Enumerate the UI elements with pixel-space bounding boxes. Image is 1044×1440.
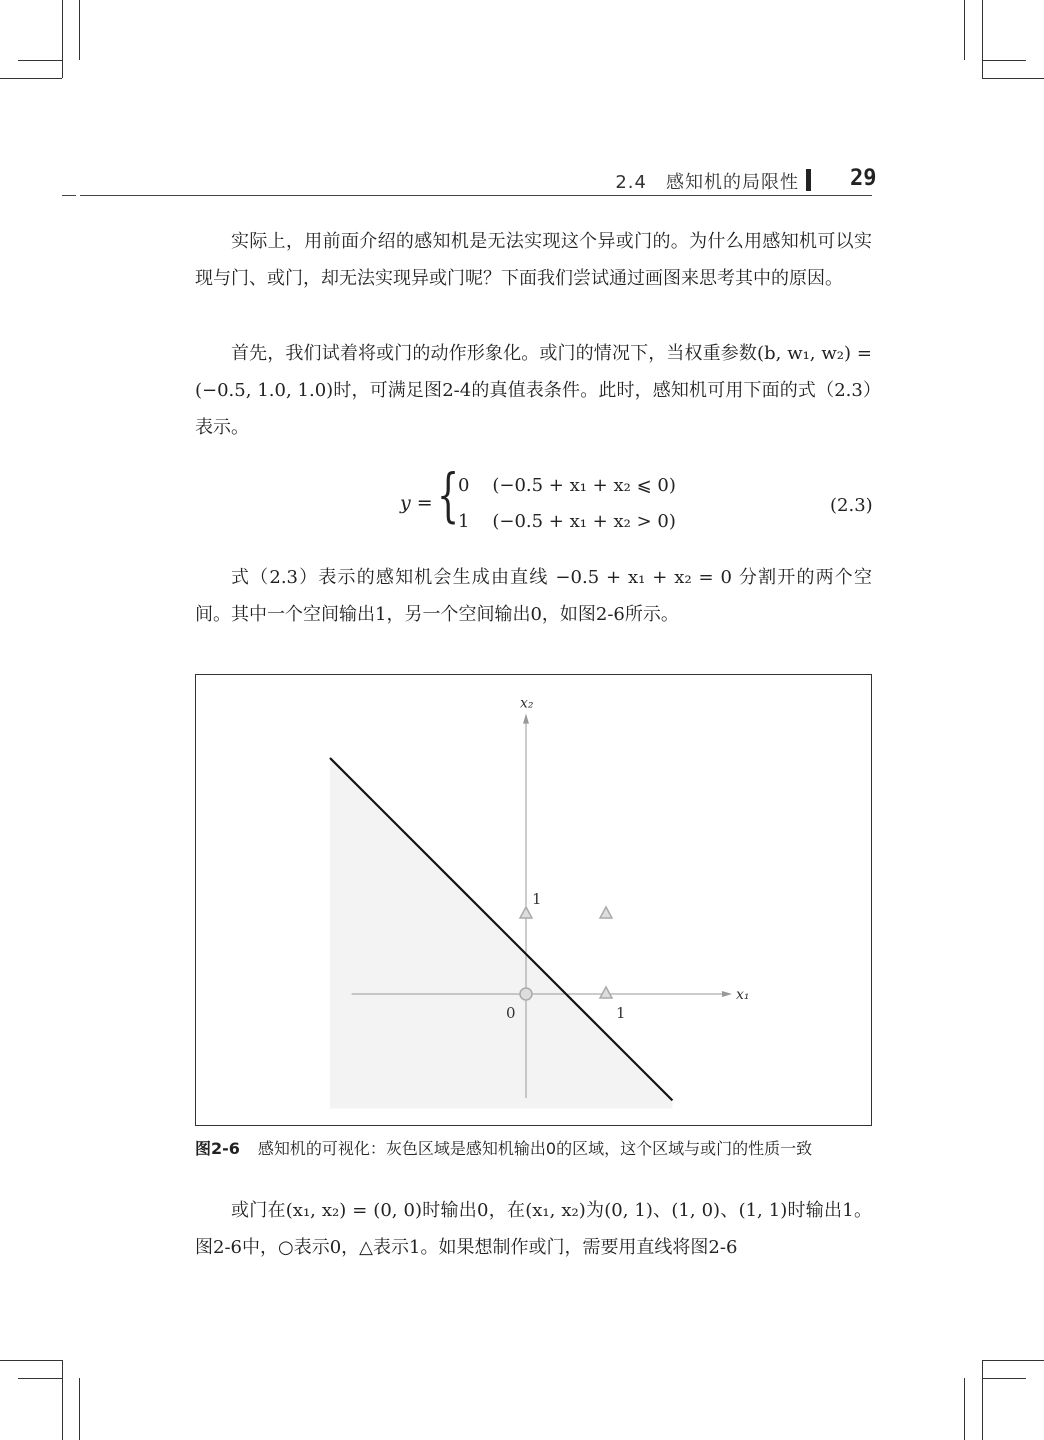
crop-mark (62, 1360, 63, 1440)
point-output-1-triangle (600, 907, 612, 918)
point-output-1-triangle (600, 987, 612, 998)
crop-mark (0, 78, 62, 79)
figure-caption-text: 感知机的可视化：灰色区域是感知机输出0的区域，这个区域与或门的性质一致 (257, 1139, 813, 1158)
header-rule (80, 195, 872, 196)
x2-axis-label: x₂ (520, 695, 534, 712)
crop-mark (982, 78, 1044, 79)
point-output-0-circle (520, 988, 532, 1000)
crop-mark (982, 1378, 1026, 1379)
origin-label: 0 (506, 1004, 516, 1022)
paragraph-1: 实际上，用前面介绍的感知机是无法实现这个异或门的。为什么用感知机可以实现与门、或门，却无法实现异或门呢？下面我们尝试通过画图来思考其中的原因。 (195, 231, 872, 289)
figure-caption (195, 1136, 812, 1159)
x2-tick-label: 1 (532, 890, 542, 908)
crop-mark (79, 1378, 80, 1440)
equation-brace: { (437, 461, 460, 529)
paragraph-2: 首先，我们试着将或门的动作形象化。或门的情况下，当权重参数(b, w₁, w₂) = (−0.5, 1.0, 1.0)时，可满足图2-4的真值表条件。此时，感知机可用下面的式（2.3）表示。 (195, 343, 872, 438)
figure-2-6 (195, 674, 872, 1126)
crop-mark (18, 60, 62, 61)
page-number: 29 (850, 166, 877, 191)
crop-mark (0, 1360, 62, 1361)
x2-axis-arrowhead (523, 714, 529, 724)
equation-case-0: 0 (−0.5 + x₁ + x₂ ⩽ 0) (458, 475, 676, 496)
header-separator-bar (806, 169, 811, 191)
header-rule-stub (62, 195, 76, 196)
crop-mark (982, 1360, 1044, 1361)
crop-mark (964, 0, 965, 60)
crop-mark (62, 0, 63, 78)
crop-mark (964, 1378, 965, 1440)
equation-number: (2.3) (830, 495, 873, 516)
x1-axis-arrowhead (722, 991, 732, 997)
paragraph-4: 或门在(x₁, x₂) = (0, 0)时输出0，在(x₁, x₂)为(0, 1)、(1, 0)、(1, 1)时输出1。图2-6中，○表示0，△表示1。如果想制作或门，需要用直线将图2-6 (195, 1200, 872, 1258)
crop-mark (982, 0, 983, 78)
equation-case-1: 1 (−0.5 + x₁ + x₂ > 0) (458, 511, 676, 532)
x1-tick-label: 1 (616, 1004, 626, 1022)
running-header-title: 2.4 感知机的局限性 (615, 172, 799, 193)
paragraph-3: 式（2.3）表示的感知机会生成由直线 −0.5 + x₁ + x₂ = 0 分割开的两个空间。其中一个空间输出1，另一个空间输出0，如图2-6所示。 (195, 567, 872, 625)
crop-mark (79, 0, 80, 60)
point-output-1-triangle (520, 907, 532, 918)
crop-mark (982, 60, 1026, 61)
crop-mark (18, 1378, 62, 1379)
equation-lhs: y = (400, 492, 433, 514)
x1-axis-label: x₁ (736, 987, 750, 1003)
perceptron-plot (196, 675, 871, 1125)
figure-caption-number: 图2-6 (195, 1139, 240, 1158)
crop-mark (982, 1360, 983, 1440)
